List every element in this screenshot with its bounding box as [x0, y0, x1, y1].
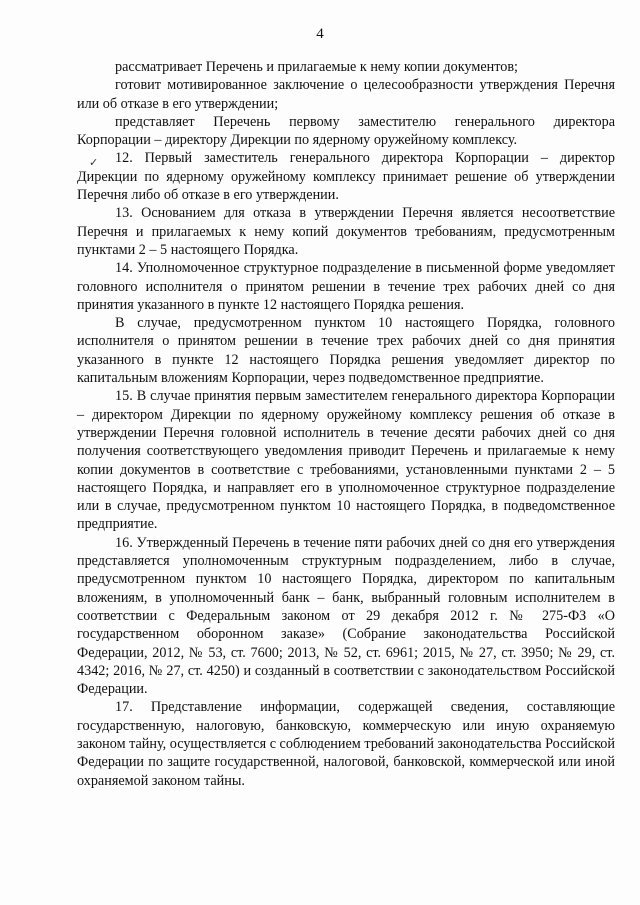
page-number: 4	[316, 26, 324, 42]
paragraph-item-14: 14. Уполномоченное структурное подразделение в письменной форме уведомляет головного исполнителя о принятом решении в течение трех рабочих дней со дня принятия указанного в пункте 12 настоящего Порядка решения.	[77, 260, 615, 313]
paragraph-submit-list: представляет Перечень первому заместителю генерального директора Корпорации – директору Дирекции по ядерному оружейному комплексу.	[77, 113, 615, 149]
paragraph-item-13: 13. Основанием для отказа в утверждении Перечня является несоответствие Перечня и прилагаемых к нему копий документов требованиям, предусмотренным пунктами 2 – 5 настоящего Порядка.	[77, 205, 615, 258]
paragraph-item-12: 12. Первый заместитель генерального директора Корпорации – директор Дирекции по ядерному оружейному комплексу принимает решение об утверждении Перечня либо об отказе в его утверждении.	[77, 150, 615, 204]
paragraph-review-list: рассматривает Перечень и прилагаемые к нему копии документов;	[115, 59, 518, 75]
handwritten-check-mark: ✓	[89, 156, 99, 169]
paragraph-item-16: 16. Утвержденный Перечень в течение пяти рабочих дней со дня его утверждения представляется уполномоченным структурным подразделением, либо в случае, предусмотренном пунктом 10 настоящего Порядка, директором по капитальным вложениям, в уполномоченный банк – банк, выбранный головным исполнителем в соответствии с Федеральным законом от 29 декабря 2012 г. № 275-ФЗ «О государственном оборонном заказе» (Собрание законодательства Российской Федерации, 2012, № 53, ст. 7600; 2013, № 52, ст. 6961; 2015, № 27, ст. 3950; № 29, ст. 4342; 2016, № 27, ст. 4250) и созданный в соответствии с законодательством Российской Федерации.	[77, 534, 615, 698]
paragraph-prepare-conclusion: готовит мотивированное заключение о целесообразности утверждения Перечня или об отказе в его утверждении;	[77, 77, 615, 112]
paragraph-item-17: 17. Представление информации, содержащей сведения, составляющие государственную, налоговую, банковскую, коммерческую или иную охраняемую законом тайну, осуществляется с соблюдением требований законодательства Российской Федерации по защите государственной, налоговой, банковской, коммерческой или иной охраняемой законом тайны.	[77, 699, 615, 789]
document-body	[77, 58, 615, 790]
paragraph-item-15: 15. В случае принятия первым заместителем генерального директора Корпорации – директором Дирекции по ядерному оружейному комплексу решения об отказе в утверждении Перечня головной исполнитель в течение десяти рабочих дней со дня получения соответствующего уведомления приводит Перечень и прилагаемые к нему копии документов в соответствие с требованиями, установленными пунктами 2 – 5 настоящего Порядка, и направляет его в уполномоченное структурное подразделение или в случае, предусмотренном пунктом 10 настоящего Порядка, в подведомственное предприятие.	[77, 388, 615, 533]
paragraph-item-14-case: В случае, предусмотренном пунктом 10 настоящего Порядка, головного исполнителя о принятом решении в течение трех рабочих дней со дня принятия указанного в пункте 12 настоящего Порядка решения уведомляет директор по капитальным вложениям Корпорации, через подведомственное предприятие.	[77, 315, 615, 387]
